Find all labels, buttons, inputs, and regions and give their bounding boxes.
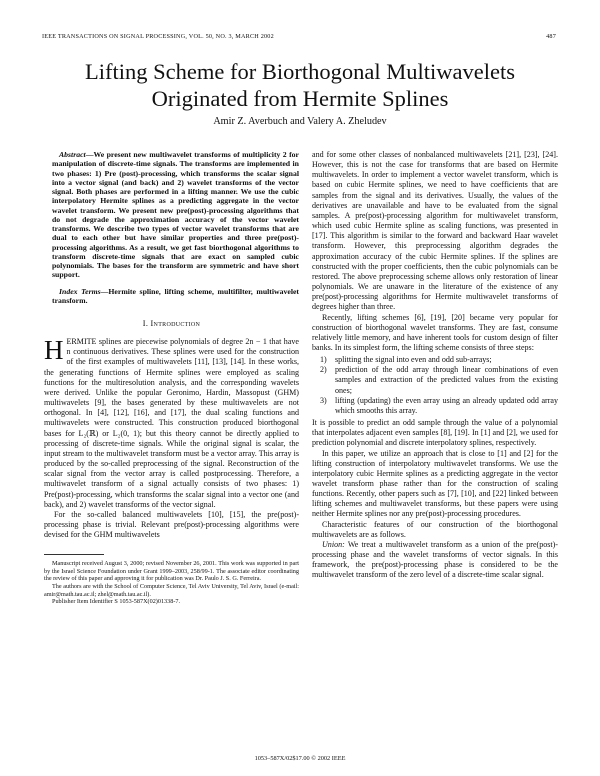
intro-paragraph-1-text: splines are piecewise polynomials of degree 2n − 1 that have n continuous derivatives. These splines were used for the construction of the first examples of multiwavelets [11], [13], [14]. In these works, the generating functions of Hermite splines were employed as scaling functions for the multiresolution analysis, and the corresponding wavelets were derived. Unlike the popular Geronimo, Hardin, Massopust (GHM) multiwavelets [9], the bases generated by these multiwavelets are not orthogonal. In [4], [12], [16], and [17], the dual scaling functions and multiwavelets were constructed. This construction produced biorthogonal bases for L₂(ℝ) or L₂(0, 1); but this theory cannot be directly applied to processing of discrete-time signals. While the original signal is scalar, the input stream to the multiwavelet transform must be a vector array. This array is produced by the so-called preprocessing of the signal. Reconstruction of the scalar signal from the vector array is called postprocessing. Therefore, a multiwavelet transform of a signal actually consists of two phases: 1) Pre(post)-processing, which transforms the scalar signal into a vector one (and back), and 2) wavelet transforms of the vector signal.	[44, 337, 299, 509]
list-item-text: lifting (updating) the even array using an already updated odd array which smooths this array.	[335, 395, 558, 415]
right-paragraph-4: In this paper, we utilize an approach that is close to [1] and [2] for the lifting construction of interpolatory multiwavelet transforms. We use the interpolatory cubic Hermite splines as a predicting aggregate in the vector wavelet transform phase rather than for the construction of scaling functions. Recently, other papers such as [7], [10], and [22] linked between lifting schemes and multiwavelet transforms, but these papers were using neither Hermite splines nor any pre(post)-processing procedures.	[312, 448, 558, 519]
index-terms	[44, 287, 299, 306]
list-item-text: prediction of the odd array through linear combinations of even samples and extraction of the predicted values from the existing ones;	[335, 365, 558, 395]
intro-paragraph-1	[44, 337, 299, 510]
abstract	[44, 150, 299, 280]
list-item-number: 3)	[320, 395, 327, 405]
section-title: Introduction	[150, 319, 201, 328]
page-number: 487	[546, 33, 556, 40]
drop-cap: H	[44, 335, 64, 366]
right-paragraph-2: Recently, lifting schemes [6], [19], [20] became very popular for construction of biorthogonal wavelet transforms. They are fast, consume relatively little memory, and have inherent tools for custom design of filter banks. In its simplest form, the lifting scheme consists of three steps:	[312, 312, 558, 352]
index-terms-text: —Hermite spline, lifting scheme, multifilter, multiwavelet transform.	[52, 286, 299, 305]
footnote-manuscript: Manuscript received August 3, 2000; revised November 26, 2001. This work was supported in part by the Israel Science Foundation under Grant 1999–2003, 258/99-1. The associate editor coordinating the review of this paper and approving it for publication was Dr. Paulo J. S. G. Ferreira.	[44, 560, 299, 583]
title-line-2: Originated from Hermite Splines	[151, 86, 449, 111]
right-paragraph-6	[312, 540, 558, 581]
footnote-affiliation: The authors are with the School of Computer Science, Tel Aviv University, Tel Aviv, Israel (e-mail: amir@math.tau.ac.il; zhel@math.tau.ac.il).	[44, 583, 299, 598]
right-paragraph-1: and for some other classes of nonbalanced multiwavelets [21], [23], [24]. However, this is not the case for transforms that are based on Hermite multiwavelets. In order to implement a vector wavelet transform, which is based on cubic Hermite splines, we need to have coefficients that are samples from the signal and its derivatives. Usually, the values of the derivatives are unavailable and have to be evaluated from the signal samples. A pre(post)-processing algorithm for multiwavelet transform, which used cubic Hermite spline as scaling functions, was presented in [17]. This algorithm is similar to the forward and backward Haar wavelet transform. However, this preprocessing algorithm degrades the approximation accuracy of the cubic Hermite splines. If the splines are constructed with the proper coefficients, then the cubic polynomials can be restored. The above preprocessing scheme allows only restoration of linear polynomials. We are unaware in the literature of the existence of any pre(post)-processing algorithms for Hermite multiwavelet transforms of degrees higher than three.	[312, 150, 558, 312]
footnote-identifier: Publisher Item Identifier S 1053-587X(02)01338-7.	[52, 598, 181, 606]
right-paragraph-3: It is possible to predict an odd sample through the value of a polynomial that interpolates adjacent even samples [8], [19]. In [1] and [2], we used for prediction polynomial and discrete interpolatory splines, respectively.	[312, 418, 558, 448]
right-column	[312, 150, 558, 581]
running-head	[42, 33, 556, 40]
abstract-lead: Abstract	[59, 150, 86, 159]
list-item	[312, 365, 558, 395]
section-numeral: I.	[142, 319, 151, 328]
right-paragraph-5: Characteristic features of our construction of the biorthogonal multiwavelets are as follows.	[312, 519, 558, 539]
intro-paragraph-2: For the so-called balanced multiwavelets [10], [15], the pre(post)-processing phase is trivial. Relevant pre(post)-processing algorithms were devised for the GHM multiwavelets	[44, 509, 299, 540]
title-line-1: Lifting Scheme for Biorthogonal Multiwavelets	[85, 59, 515, 84]
list-item-number: 1)	[320, 355, 327, 365]
first-word: ERMITE	[66, 337, 97, 347]
copyright-line: 1053–587X/02$17.00 © 2002 IEEE	[254, 755, 346, 762]
left-column	[44, 150, 299, 606]
lifting-steps-list	[312, 355, 558, 416]
paper-title	[40, 58, 560, 112]
footnote-rule	[44, 554, 104, 555]
list-item-text: splitting the signal into even and odd sub-arrays;	[335, 355, 492, 365]
author-list: Amir Z. Averbuch and Valery A. Zheludev	[213, 116, 387, 127]
footnotes	[44, 560, 299, 606]
abstract-text: —We present new multiwavelet transforms of multiplicity 2 for manipulation of discrete-time signals. The transforms are implemented in two phases: 1) Pre (post)-processing, which transforms the scalar signal into a vector signal (and back) and 2) wavelet transforms of the vector signal. Both phases are performed in a lifting manner. We use the cubic interpolatory Hermite splines as a predicting aggregate in the vector wavelet transform. We present new pre(post)-processing algorithms that do not degrade the approximation accuracy of the vector wavelet transforms. We describe two types of vector wavelet transforms that are dual to each other but have similar properties and three pre(post)-processing algorithms. As a result, we get fast biorthogonal algorithms to transform discrete-time signals that are exact on sampled cubic polynomials. The bases for the transform are symmetric and have short support.	[52, 150, 299, 280]
list-item	[312, 396, 558, 416]
list-item	[312, 355, 558, 365]
union-text: We treat a multiwavelet transform as a union of the pre(post)-processing phase and the wavelet transforms of vector signals. In this framework, the pre(post)-processing phase is considered to be the multiwavelet transform of the zero level of a discrete-time scalar signal.	[312, 539, 558, 580]
section-heading-introduction	[44, 319, 299, 329]
index-terms-lead: Index Terms	[59, 286, 101, 296]
union-lead: Union:	[322, 539, 345, 549]
journal-header: IEEE TRANSACTIONS ON SIGNAL PROCESSING, VOL. 50, NO. 3, MARCH 2002	[42, 33, 274, 40]
list-item-number: 2)	[320, 365, 327, 375]
